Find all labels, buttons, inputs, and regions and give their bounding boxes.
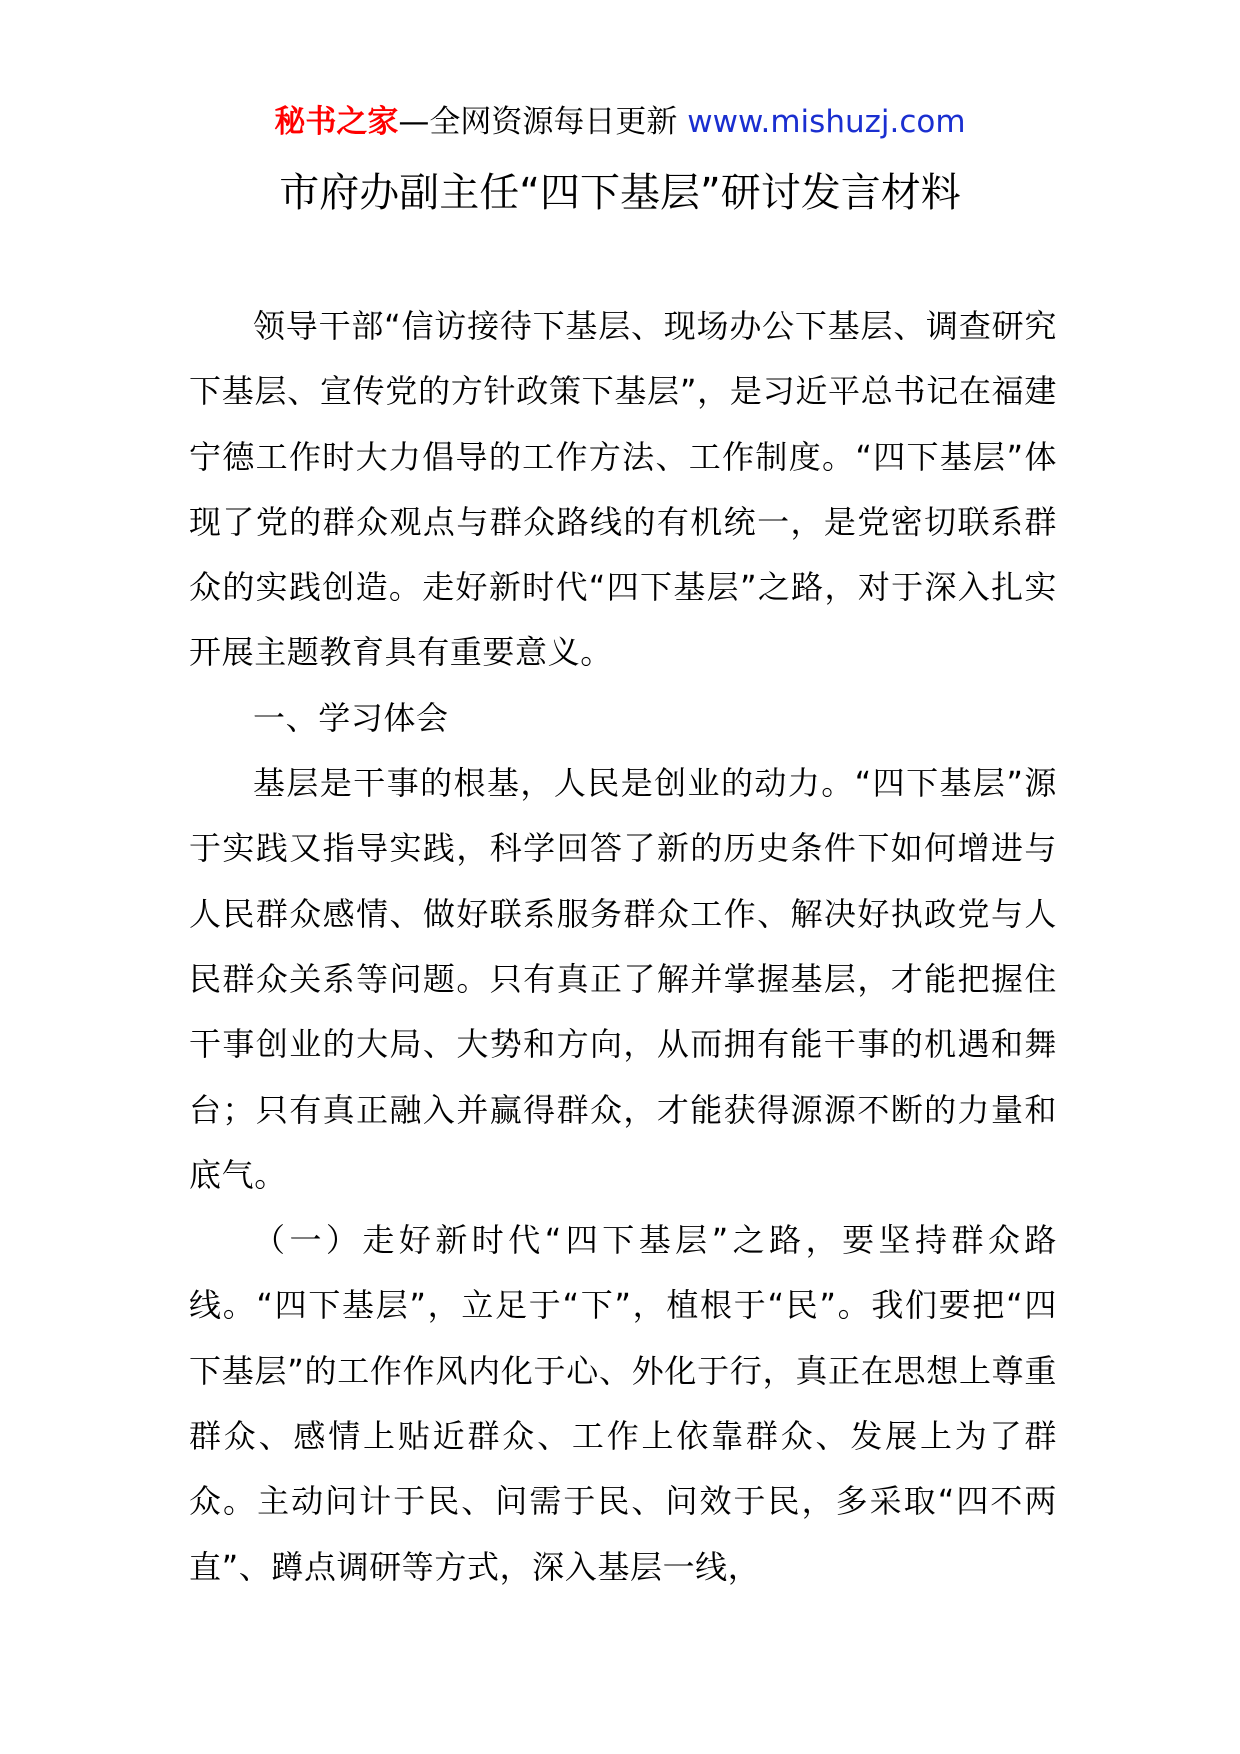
header-tagline: —全网资源每日更新 [398,104,688,140]
intro-paragraph: 领导干部“信访接待下基层、现场办公下基层、调查研究下基层、宣传党的方针政策下基层”，是习近平总书记在福建宁德工作时大力倡导的工作方法、工作制度。“四下基层”体现了党的群众观点与群众路线的有机统一，是党密切联系群众的实践创造。走好新时代“四下基层”之路，对于深入扎实开展主题教育具有重要意义。 [189,307,1057,672]
site-header [0,100,1240,144]
site-url-link[interactable]: www.mishuzj.com [687,104,966,140]
section-heading: 一、学习体会 [253,698,449,737]
document-body [189,294,1057,1600]
body-paragraph: （一）走好新时代“四下基层”之路，要坚持群众路线。“四下基层”，立足于“下”，植根于“民”。我们要把“四下基层”的工作作风内化于心、外化于行，真正在思想上尊重群众、感情上贴近群众、工作上依靠群众、发展上为了群众。主动问计于民、问需于民、问效于民，多采取“四不两直”、蹲点调研等方式，深入基层一线， [189,1221,1057,1586]
document-title: 市府办副主任“四下基层”研讨发言材料 [279,170,961,216]
brand-name: 秘书之家 [274,104,399,140]
body-paragraph: 基层是干事的根基，人民是创业的动力。“四下基层”源于实践又指导实践，科学回答了新的历史条件下如何增进与人民群众感情、做好联系服务群众工作、解决好执政党与人民群众关系等问题。只有真正了解并掌握基层，才能把握住干事创业的大局、大势和方向，从而拥有能干事的机遇和舞台；只有真正融入并赢得群众，才能获得源源不断的力量和底气。 [189,764,1057,1194]
